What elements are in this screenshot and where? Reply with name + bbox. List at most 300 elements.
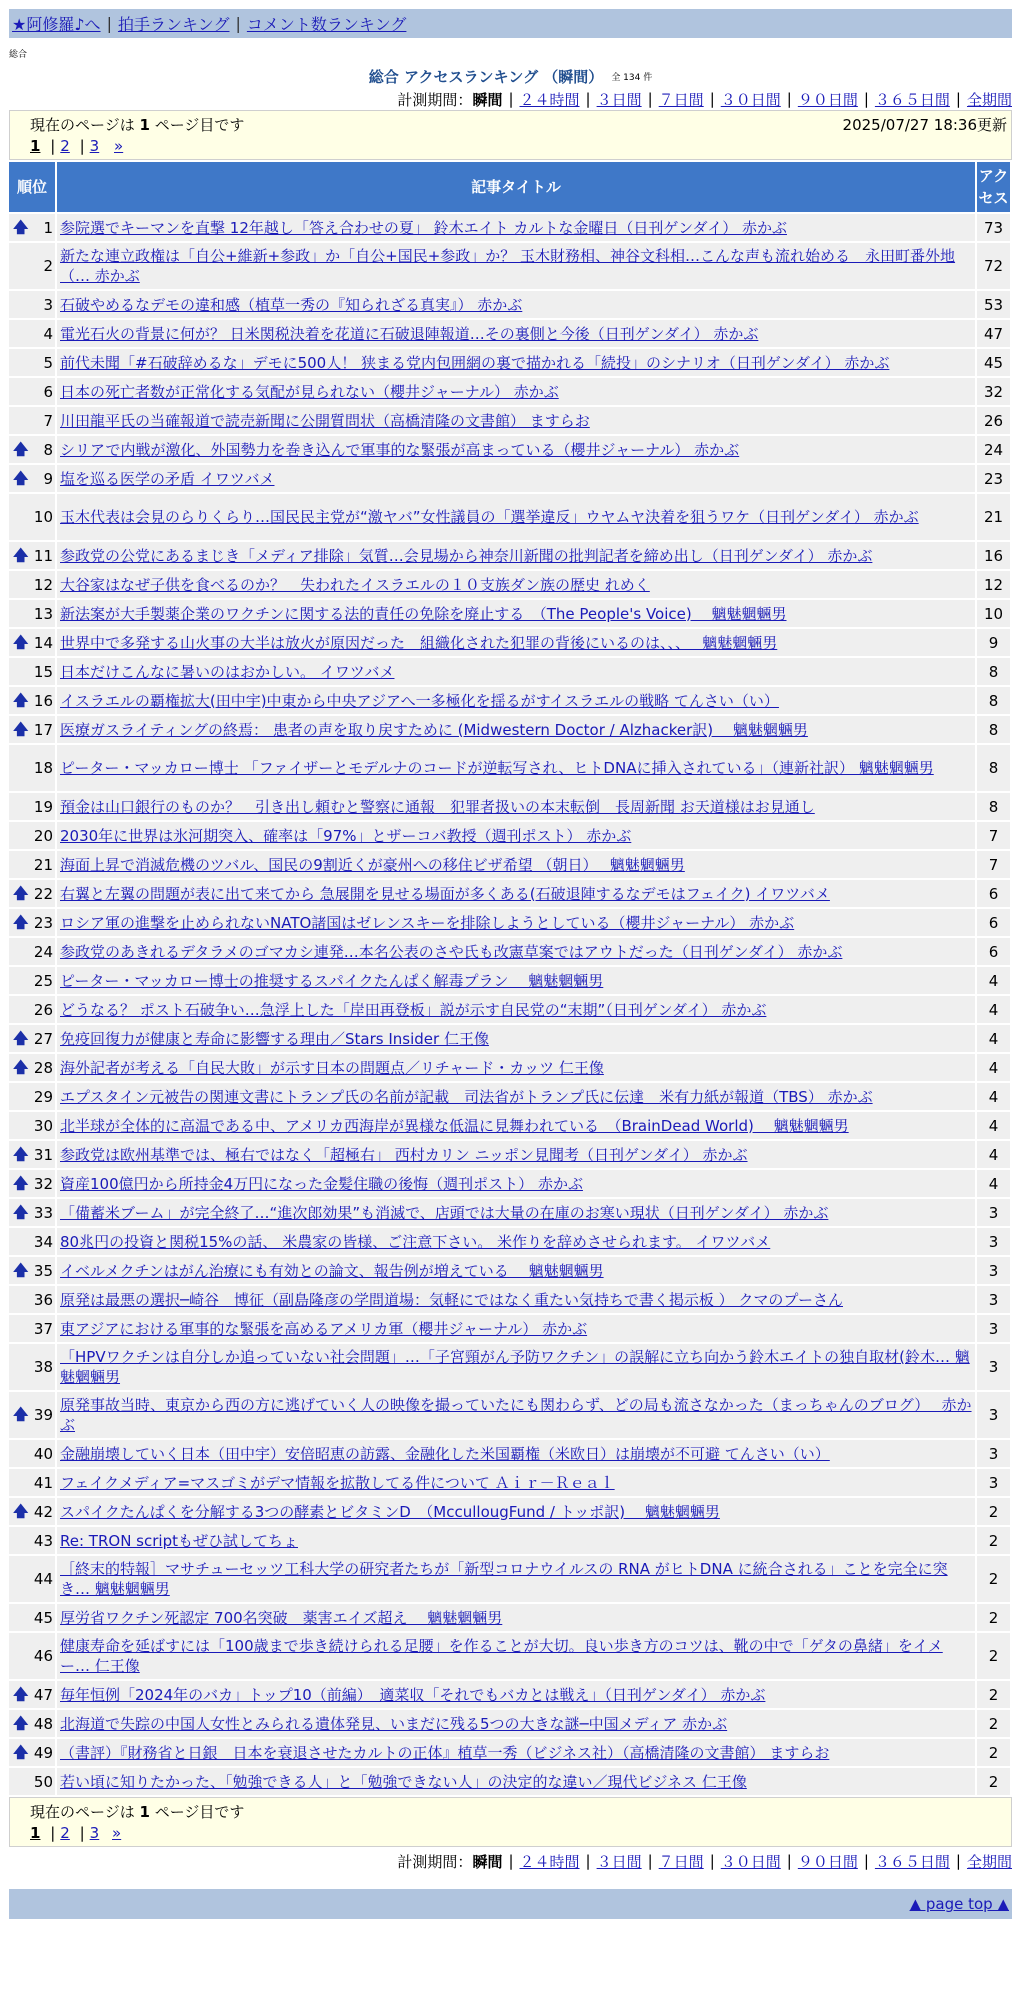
period-current: 瞬間 xyxy=(472,1852,503,1871)
table-row xyxy=(9,1633,1010,1679)
table-row xyxy=(9,1392,1010,1438)
article-title-link[interactable]: 預金は山口銀行のものか？ 引き出し頼むと警察に通報 犯罪者扱いの本末転倒 長周新聞 お天道様はお見通し xyxy=(60,797,815,816)
period-option-30d[interactable]: ３０日間 xyxy=(720,90,781,109)
title-cell xyxy=(57,1083,975,1110)
table-row xyxy=(9,1469,1010,1496)
title-cell xyxy=(57,349,975,376)
title-cell xyxy=(57,1344,975,1390)
rank-number: 36 xyxy=(33,1290,53,1309)
access-count: 26 xyxy=(977,407,1010,434)
article-title-link[interactable]: イベルメクチンはがん治療にも有効との論文、報告例が増えている 魑魅魍魎男 xyxy=(60,1261,604,1280)
period-option-30d[interactable]: ３０日間 xyxy=(720,1852,781,1871)
table-row xyxy=(9,1768,1010,1795)
access-count: 73 xyxy=(977,214,1010,241)
access-count: 9 xyxy=(977,629,1010,656)
access-count: 72 xyxy=(977,243,1010,289)
article-title-link[interactable]: 新法案が大手製薬企業のワクチンに関する法的責任の免除を廃止する （The People's Voice) 魑魅魍魎男 xyxy=(60,604,787,623)
table-row xyxy=(9,214,1010,241)
rank-cell xyxy=(9,793,55,820)
rank-cell xyxy=(9,600,55,627)
rank-cell xyxy=(9,1344,55,1390)
current-page-text-bottom: 現在のページは 1 ページ目です xyxy=(30,1803,245,1821)
period-option-24h[interactable]: ２４時間 xyxy=(519,90,580,109)
rank-number: 11 xyxy=(33,546,53,565)
article-title-link[interactable]: 参政党の公党にあるまじき「メディア排除」気質…会見場から神奈川新聞の批判記者を締め出し（日刊ゲンダイ） 赤かぶ xyxy=(60,546,873,565)
rank-number: 48 xyxy=(33,1714,53,1733)
period-selector: 計測期間： 瞬間 | ２４時間 | ３日間 | ７日間 | ３０日間 | ９０日間 | ３６５日間 | 全期間 xyxy=(397,90,1012,109)
title-cell xyxy=(57,465,975,492)
rank-cell xyxy=(9,214,55,241)
article-title-link[interactable]: Re: TRON scriptもぜひ試してちょ xyxy=(60,1531,298,1550)
title-cell xyxy=(57,1257,975,1284)
nav-link-applause-ranking[interactable]: 拍手ランキング xyxy=(117,15,230,34)
table-row xyxy=(9,1344,1010,1390)
rank-number: 49 xyxy=(33,1743,53,1762)
rank-cell xyxy=(9,1440,55,1467)
table-row xyxy=(9,658,1010,685)
rank-cell xyxy=(9,851,55,878)
rank-number: 24 xyxy=(33,942,53,961)
rank-cell xyxy=(9,1768,55,1795)
table-row xyxy=(9,880,1010,907)
title-cell xyxy=(57,1633,975,1679)
period-option-365d[interactable]: ３６５日間 xyxy=(874,1852,950,1871)
article-title-link[interactable]: 北海道で失踪の中国人女性とみられる遺体発見、いまだに残る5つの大きな謎─中国メディア 赤かぶ xyxy=(60,1714,728,1733)
period-option-3d[interactable]: ３日間 xyxy=(596,90,642,109)
article-title-link[interactable]: （書評）『財務省と日銀 日本を衰退させたカルトの正体』植草一秀（ビジネス社）（高橋清隆の文書館） ますらお xyxy=(60,1743,830,1762)
article-title-link[interactable]: 右翼と左翼の問題が表に出て来てから 急展開を見せる場面が多くある(石破退陣するなデモはフェイク) イワツバメ xyxy=(60,884,830,903)
rank-cell xyxy=(9,629,55,656)
nav-link-comment-ranking[interactable]: コメント数ランキング xyxy=(246,15,407,34)
rank-up-arrow-icon: 🡅 xyxy=(13,545,29,564)
article-title-link[interactable]: エプスタイン元被告の関連文書にトランプ氏の名前が記載 司法省がトランプ氏に伝達 米有力紙が報道（TBS） 赤かぶ xyxy=(60,1087,873,1106)
article-title-link[interactable]: 厚労省ワクチン死認定 700名突破 薬害エイズ超え 魑魅魍魎男 xyxy=(60,1608,503,1627)
category-label: 総合 xyxy=(9,50,28,60)
table-row xyxy=(9,1527,1010,1554)
rank-up-arrow-icon: 🡅 xyxy=(13,1501,29,1520)
access-count: 3 xyxy=(977,1286,1010,1313)
access-count: 45 xyxy=(977,349,1010,376)
title-cell xyxy=(57,1498,975,1525)
table-row xyxy=(9,716,1010,743)
title-cell xyxy=(57,1739,975,1766)
page-top-link[interactable]: ▲ page top ▲ xyxy=(909,1895,1009,1913)
rank-cell xyxy=(9,465,55,492)
period-option-all[interactable]: 全期間 xyxy=(966,1852,1012,1871)
access-count: 2 xyxy=(977,1556,1010,1602)
title-cell xyxy=(57,378,975,405)
title-cell xyxy=(57,658,975,685)
article-title-link[interactable]: 医療ガスライティングの終焉： 患者の声を取り戻すために (Midwestern Doctor / Alzhacker訳) 魑魅魍魎男 xyxy=(60,720,808,739)
rank-cell xyxy=(9,1025,55,1052)
title-cell xyxy=(57,716,975,743)
access-count: 2 xyxy=(977,1739,1010,1766)
article-title-link[interactable]: 資産100億円から所持金4万円になった金髪住職の後悔（週刊ポスト） 赤かぶ xyxy=(60,1174,583,1193)
access-count: 10 xyxy=(977,600,1010,627)
rank-number: 37 xyxy=(33,1319,53,1338)
article-title-link[interactable]: 塩を巡る医学の矛盾 イワツバメ xyxy=(60,469,275,488)
access-count: 2 xyxy=(977,1768,1010,1795)
title-cell xyxy=(57,1199,975,1226)
access-count: 4 xyxy=(977,1054,1010,1081)
access-count: 8 xyxy=(977,745,1010,791)
table-row xyxy=(9,629,1010,656)
title-cell xyxy=(57,793,975,820)
rank-cell xyxy=(9,716,55,743)
table-row xyxy=(9,687,1010,714)
table-row xyxy=(9,793,1010,820)
article-title-link[interactable]: 参政党は欧州基準では、極右ではなく「超極右」 西村カリン ニッポン見聞考（日刊ゲンダイ） 赤かぶ xyxy=(60,1145,748,1164)
rank-cell xyxy=(9,349,55,376)
title-cell xyxy=(57,1392,975,1438)
table-row xyxy=(9,1054,1010,1081)
rank-number: 5 xyxy=(43,353,53,372)
article-title-link[interactable]: 若い頃に知りたかった、「勉強できる人」と「勉強できない人」の決定的な違い／現代ビジネス 仁王像 xyxy=(60,1772,747,1791)
period-option-90d[interactable]: ９０日間 xyxy=(797,90,858,109)
article-title-link[interactable]: どうなる？ ポスト石破争い…急浮上した「岸田再登板」説が示す自民党の“末期”（日刊ゲンダイ） 赤かぶ xyxy=(60,1000,767,1019)
rank-cell xyxy=(9,1710,55,1737)
table-row xyxy=(9,909,1010,936)
table-row xyxy=(9,1681,1010,1708)
rank-up-arrow-icon: 🡅 xyxy=(13,1202,29,1221)
rank-cell xyxy=(9,996,55,1023)
title-cell xyxy=(57,1228,975,1255)
rank-up-arrow-icon: 🡅 xyxy=(13,217,29,236)
rank-up-arrow-icon: 🡅 xyxy=(13,1057,29,1076)
current-page-text: 現在のページは 1 ページ目です xyxy=(30,116,245,134)
article-title-link[interactable]: 金融崩壊していく日本（田中宇）安倍昭恵の訪露、金融化した米国覇権（米欧日）は崩壊が不可避 てんさい（い） xyxy=(60,1444,830,1463)
access-count: 6 xyxy=(977,909,1010,936)
updated-timestamp: 2025/07/27 18:36更新 xyxy=(842,116,1007,134)
article-title-link[interactable]: ピーター・マッカロー博士の推奨するスパイクたんぱく解毒プラン 魑魅魍魎男 xyxy=(60,971,604,990)
pager-page-3[interactable]: 3 xyxy=(89,1824,100,1842)
title-cell xyxy=(57,1141,975,1168)
nav-separator: | xyxy=(106,14,112,33)
rank-number: 23 xyxy=(33,913,53,932)
access-count: 3 xyxy=(977,1469,1010,1496)
rank-number: 39 xyxy=(33,1406,53,1424)
period-option-24h[interactable]: ２４時間 xyxy=(519,1852,580,1871)
table-row xyxy=(9,349,1010,376)
rank-number: 3 xyxy=(43,295,53,314)
title-cell xyxy=(57,1054,975,1081)
rank-number: 42 xyxy=(33,1502,53,1521)
rank-number: 8 xyxy=(43,440,53,459)
rank-number: 44 xyxy=(33,1570,53,1588)
article-title-link[interactable]: ロシア軍の進撃を止められないNATO諸国はゼレンスキーを排除しようとしている（櫻井ジャーナル） 赤かぶ xyxy=(60,913,795,932)
table-row xyxy=(9,996,1010,1023)
column-header-access: アクセス xyxy=(977,162,1010,212)
table-row xyxy=(9,851,1010,878)
title-cell xyxy=(57,1469,975,1496)
period-option-365d[interactable]: ３６５日間 xyxy=(874,90,950,109)
title-cell xyxy=(57,407,975,434)
access-count: 8 xyxy=(977,793,1010,820)
table-row xyxy=(9,1083,1010,1110)
article-title-link[interactable]: 世界中で多発する山火事の大半は放火が原因だった 組織化された犯罪の背後にいるのは、、、 魑魅魍魎男 xyxy=(60,633,778,652)
article-title-link[interactable]: 前代未聞「#石破辞めるな」デモに500人！ 狭まる党内包囲網の裏で描かれる「続投」のシナリオ（日刊ゲンダイ） 赤かぶ xyxy=(60,353,890,372)
access-count: 2 xyxy=(977,1633,1010,1679)
pager-page-2[interactable]: 2 xyxy=(60,1824,70,1842)
title-cell xyxy=(57,1025,975,1052)
rank-number: 16 xyxy=(33,691,53,710)
article-title-link[interactable]: 電光石火の背景に何が？ 日米関税決着を花道に石破退陣報道…その裏側と今後（日刊ゲンダイ） 赤かぶ xyxy=(60,324,759,343)
rank-cell xyxy=(9,880,55,907)
article-title-link[interactable]: フェイクメディア=マスゴミがデマ情報を拡散してる件について Ａｉｒ－Ｒｅａｌ xyxy=(60,1473,615,1492)
rank-cell xyxy=(9,571,55,598)
access-count: 4 xyxy=(977,1141,1010,1168)
rank-cell xyxy=(9,1199,55,1226)
article-title-link[interactable]: 免疫回復力が健康と寿命に影響する理由／Stars Insider 仁王像 xyxy=(60,1029,489,1048)
access-count: 2 xyxy=(977,1710,1010,1737)
table-row xyxy=(9,571,1010,598)
table-row xyxy=(9,1286,1010,1313)
access-count: 3 xyxy=(977,1344,1010,1390)
column-header-rank: 順位 xyxy=(9,162,55,212)
title-cell xyxy=(57,822,975,849)
period-option-7d[interactable]: ７日間 xyxy=(658,1852,704,1871)
rank-cell xyxy=(9,1083,55,1110)
pager-current-page: 1 xyxy=(30,1824,41,1842)
access-count: 32 xyxy=(977,378,1010,405)
access-count: 3 xyxy=(977,1257,1010,1284)
rank-cell xyxy=(9,822,55,849)
access-count: 3 xyxy=(977,1199,1010,1226)
table-row xyxy=(9,938,1010,965)
pager: 1 | 2 | 3 » xyxy=(30,137,124,155)
rank-cell xyxy=(9,1556,55,1602)
table-row xyxy=(9,1199,1010,1226)
table-row xyxy=(9,1498,1010,1525)
article-title-link[interactable]: 2030年に世界は氷河期突入、確率は「97%」とザーコバ教授（週刊ポスト） 赤かぶ xyxy=(60,826,632,845)
table-row xyxy=(9,436,1010,463)
rank-cell xyxy=(9,1739,55,1766)
rank-number: 2 xyxy=(43,257,53,275)
rank-up-arrow-icon: 🡅 xyxy=(13,719,29,738)
rank-number: 40 xyxy=(33,1444,53,1463)
rank-cell xyxy=(9,291,55,318)
title-cell xyxy=(57,436,975,463)
article-title-link[interactable]: 日本の死亡者数が正常化する気配が見られない（櫻井ジャーナル） 赤かぶ xyxy=(60,382,559,401)
pager-next[interactable]: » xyxy=(114,137,124,155)
rank-cell xyxy=(9,687,55,714)
article-title-link[interactable]: 海面上昇で消滅危機のツバル、国民の9割近くが豪州への移住ビザ希望 （朝日） 魑魅魍魎男 xyxy=(60,855,685,874)
article-title-link[interactable]: 石破やめるなデモの違和感（植草一秀の『知られざる真実』） 赤かぶ xyxy=(60,295,523,314)
rank-up-arrow-icon: 🡅 xyxy=(13,883,29,902)
access-count: 16 xyxy=(977,542,1010,569)
rank-up-arrow-icon: 🡅 xyxy=(13,1028,29,1047)
table-row xyxy=(9,1315,1010,1342)
access-count: 4 xyxy=(977,996,1010,1023)
access-count: 8 xyxy=(977,716,1010,743)
table-row xyxy=(9,1739,1010,1766)
rank-up-arrow-icon: 🡅 xyxy=(13,1173,29,1192)
ranking-title: 総合 アクセスランキング （瞬間） xyxy=(368,67,604,86)
article-title-link[interactable]: 80兆円の投資と関税15%の話、 米農家の皆様、ご注意下さい。 米作りを辞めさせられます。 イワツバメ xyxy=(60,1232,771,1251)
title-cell xyxy=(57,571,975,598)
rank-cell xyxy=(9,378,55,405)
rank-number: 47 xyxy=(33,1685,53,1704)
rank-number: 26 xyxy=(33,1000,53,1019)
title-cell xyxy=(57,243,975,289)
rank-number: 22 xyxy=(33,884,53,903)
rank-number: 4 xyxy=(43,324,53,343)
rank-up-arrow-icon: 🡅 xyxy=(13,1260,29,1279)
table-row xyxy=(9,600,1010,627)
table-row xyxy=(9,1141,1010,1168)
rank-cell xyxy=(9,909,55,936)
article-title-link[interactable]: 日本だけこんなに暑いのはおかしい。 イワツバメ xyxy=(60,662,395,681)
rank-number: 31 xyxy=(33,1145,53,1164)
table-row xyxy=(9,542,1010,569)
article-title-link[interactable]: 原発は最悪の選択─崎谷 博征（副島隆彦の学問道場：気軽にではなく重たい気持ちで書く掲示板 ） クマのプーさん xyxy=(60,1290,843,1309)
rank-number: 28 xyxy=(33,1058,53,1077)
pager-next[interactable]: » xyxy=(112,1824,122,1842)
access-count: 4 xyxy=(977,1083,1010,1110)
title-cell xyxy=(57,1440,975,1467)
access-count: 4 xyxy=(977,1112,1010,1139)
article-title-link[interactable]: スパイクたんぱくを分解する3つの酵素とビタミンD （MccullougFund / トッポ訳) 魑魅魍魎男 xyxy=(60,1502,720,1521)
title-cell xyxy=(57,214,975,241)
rank-number: 30 xyxy=(33,1116,53,1135)
article-title-link[interactable]: 海外記者が考える「自民大敗」が示す日本の問題点／リチャード・カッツ 仁王像 xyxy=(60,1058,604,1077)
article-title-link[interactable]: 大谷家はなぜ子供を食べるのか？ 失われたイスラエルの１０支族ダン族の歴史 れめく xyxy=(60,575,650,594)
title-cell xyxy=(57,880,975,907)
table-row xyxy=(9,1710,1010,1737)
access-count: 4 xyxy=(977,1025,1010,1052)
footer-bar xyxy=(9,1889,1012,1919)
article-title-link[interactable]: シリアで内戦が激化、外国勢力を巻き込んで軍事的な緊張が高まっている（櫻井ジャーナル） 赤かぶ xyxy=(60,440,740,459)
period-option-7d[interactable]: ７日間 xyxy=(658,90,704,109)
rank-cell xyxy=(9,1112,55,1139)
rank-number: 50 xyxy=(33,1772,53,1791)
period-option-3d[interactable]: ３日間 xyxy=(596,1852,642,1871)
rank-up-arrow-icon: 🡅 xyxy=(13,912,29,931)
table-row xyxy=(9,1112,1010,1139)
table-row xyxy=(9,291,1010,318)
rank-number: 7 xyxy=(43,411,53,430)
access-count: 24 xyxy=(977,436,1010,463)
period-selector-bottom: 計測期間： 瞬間 | ２４時間 | ３日間 | ７日間 | ３０日間 | ９０日間 | ３６５日間 | 全期間 xyxy=(397,1852,1012,1871)
table-row xyxy=(9,822,1010,849)
table-row xyxy=(9,465,1010,492)
table-row xyxy=(9,1228,1010,1255)
pager-page-3[interactable]: 3 xyxy=(89,137,100,155)
nav-link-asyura[interactable]: ★阿修羅♪へ xyxy=(12,15,101,34)
access-count: 8 xyxy=(977,658,1010,685)
article-title-link[interactable]: 東アジアにおける軍事的な緊張を高めるアメリカ軍（櫻井ジャーナル） 赤かぶ xyxy=(60,1319,588,1338)
article-title-link[interactable]: ピーター・マッカロー博士 「ファイザーとモデルナのコードが逆転写され、ヒトDNAに挿入されている」（連新社訳） 魑魅魍魎男 xyxy=(60,759,934,777)
title-cell xyxy=(57,291,975,318)
article-title-link[interactable]: 新たな連立政権は「自公+維新+参政」か「自公+国民+参政」か？ 玉木財務相、神谷文科相…こんな声も流れ始める 永田町番外地（… 赤かぶ xyxy=(60,247,956,285)
article-title-link[interactable]: 北半球が全体的に高温である中、アメリカ西海岸が異様な低温に見舞われている （BrainDead World) 魑魅魍魎男 xyxy=(60,1116,849,1135)
period-option-90d[interactable]: ９０日間 xyxy=(797,1852,858,1871)
title-cell xyxy=(57,745,975,791)
access-count: 4 xyxy=(977,1170,1010,1197)
article-title-link[interactable]: 川田龍平氏の当確報道で読売新聞に公開質問状（高橋清隆の文書館） ますらお xyxy=(60,411,590,430)
title-cell xyxy=(57,1556,975,1602)
rank-number: 25 xyxy=(33,971,53,990)
rank-number: 15 xyxy=(33,662,53,681)
access-count: 3 xyxy=(977,1392,1010,1438)
article-title-link[interactable]: 「HPVワクチンは自分しか追っていない社会問題」…「子宮頸がん予防ワクチン」の誤解に立ち向かう鈴木エイトの独自取材(鈴木… 魑魅魍魎男 xyxy=(60,1348,970,1386)
rank-cell xyxy=(9,1469,55,1496)
rank-cell xyxy=(9,436,55,463)
rank-number: 45 xyxy=(33,1608,53,1627)
rank-up-arrow-icon: 🡅 xyxy=(13,439,29,458)
pager-bottom: 1 | 2 | 3 » xyxy=(30,1824,122,1842)
article-title-link[interactable]: 毎年恒例「2024年のバカ」トップ10（前編） 適菜収「それでもバカとは戦え」（日刊ゲンダイ） 赤かぶ xyxy=(60,1685,766,1704)
rank-up-arrow-icon: 🡅 xyxy=(13,1144,29,1163)
pager-page-2[interactable]: 2 xyxy=(60,137,70,155)
title-cell xyxy=(57,909,975,936)
ranking-header xyxy=(9,64,1012,88)
title-cell xyxy=(57,1681,975,1708)
column-header-title: 記事タイトル xyxy=(57,162,975,212)
article-title-link[interactable]: 参政党のあきれるデタラメのゴマカシ連発…本名公表のさや氏も改憲草案ではアウトだった（日刊ゲンダイ） 赤かぶ xyxy=(60,942,843,961)
article-title-link[interactable]: 「備蓄米ブーム」が完全終了…“進次郎効果”も消滅で、店頭では大量の在庫のお寒い現状（日刊ゲンダイ） 赤かぶ xyxy=(60,1203,829,1222)
rank-number: 21 xyxy=(33,855,53,874)
access-count: 7 xyxy=(977,822,1010,849)
rank-number: 27 xyxy=(33,1029,53,1048)
title-cell xyxy=(57,1710,975,1737)
ranking-table xyxy=(7,160,1012,1797)
access-count: 3 xyxy=(977,1440,1010,1467)
access-count: 4 xyxy=(977,967,1010,994)
rank-number: 17 xyxy=(33,720,53,739)
title-cell xyxy=(57,1604,975,1631)
page-info-box-bottom xyxy=(9,1797,1012,1847)
rank-cell xyxy=(9,1633,55,1679)
rank-cell xyxy=(9,1527,55,1554)
rank-number: 12 xyxy=(33,575,53,594)
rank-cell xyxy=(9,407,55,434)
rank-number: 13 xyxy=(33,604,53,623)
access-count: 2 xyxy=(977,1681,1010,1708)
pager-current-page: 1 xyxy=(30,137,41,155)
title-cell xyxy=(57,1112,975,1139)
article-title-link[interactable]: 健康寿命を延ばすには「100歳まで歩き続けられる足腰」を作ることが大切。良い歩き方のコツは、靴の中で「ゲタの鼻緒」をイメー… 仁王像 xyxy=(60,1637,943,1675)
access-count: 21 xyxy=(977,494,1010,540)
table-row xyxy=(9,243,1010,289)
table-row xyxy=(9,1025,1010,1052)
title-cell xyxy=(57,1768,975,1795)
rank-cell xyxy=(9,1604,55,1631)
article-title-link[interactable]: イスラエルの覇権拡大(田中宇)中東から中央アジアへ一多極化を揺るがすイスラエルの戦略 てんさい（い） xyxy=(60,691,779,710)
article-title-link[interactable]: 原発事故当時、東京から西の方に逃げていく人の映像を撮っていたにも関わらず、どの局も流さなかった（まっちゃんのブログ） 赤かぶ xyxy=(60,1396,972,1434)
rank-number: 20 xyxy=(33,826,53,845)
access-count: 2 xyxy=(977,1498,1010,1525)
article-title-link[interactable]: 参院選でキーマンを直撃 12年越し「答え合わせの夏」 鈴木エイト カルトな金曜日（日刊ゲンダイ） 赤かぶ xyxy=(60,218,787,237)
title-cell xyxy=(57,542,975,569)
rank-cell xyxy=(9,1054,55,1081)
rank-up-arrow-icon: 🡅 xyxy=(13,1742,29,1761)
rank-up-arrow-icon: 🡅 xyxy=(13,1684,29,1703)
title-cell xyxy=(57,494,975,540)
title-cell xyxy=(57,938,975,965)
rank-number: 18 xyxy=(33,759,53,777)
rank-number: 19 xyxy=(33,797,53,816)
title-cell xyxy=(57,687,975,714)
period-option-all[interactable]: 全期間 xyxy=(966,90,1012,109)
table-row xyxy=(9,320,1010,347)
page-info-box xyxy=(9,110,1012,160)
title-cell xyxy=(57,1315,975,1342)
article-title-link[interactable]: ［終末的特報］マサチューセッツ工科大学の研究者たちが「新型コロナウイルスの RNA がヒトDNA に統合される」ことを完全に突き… 魑魅魍魎男 xyxy=(60,1560,948,1598)
rank-number: 9 xyxy=(43,469,53,488)
title-cell xyxy=(57,1170,975,1197)
article-title-link[interactable]: 玉木代表は会見のらりくらり…国民民主党が“激ヤバ”女性議員の「選挙違反」ウヤムヤ決着を狙うワケ（日刊ゲンダイ） 赤かぶ xyxy=(60,508,919,526)
